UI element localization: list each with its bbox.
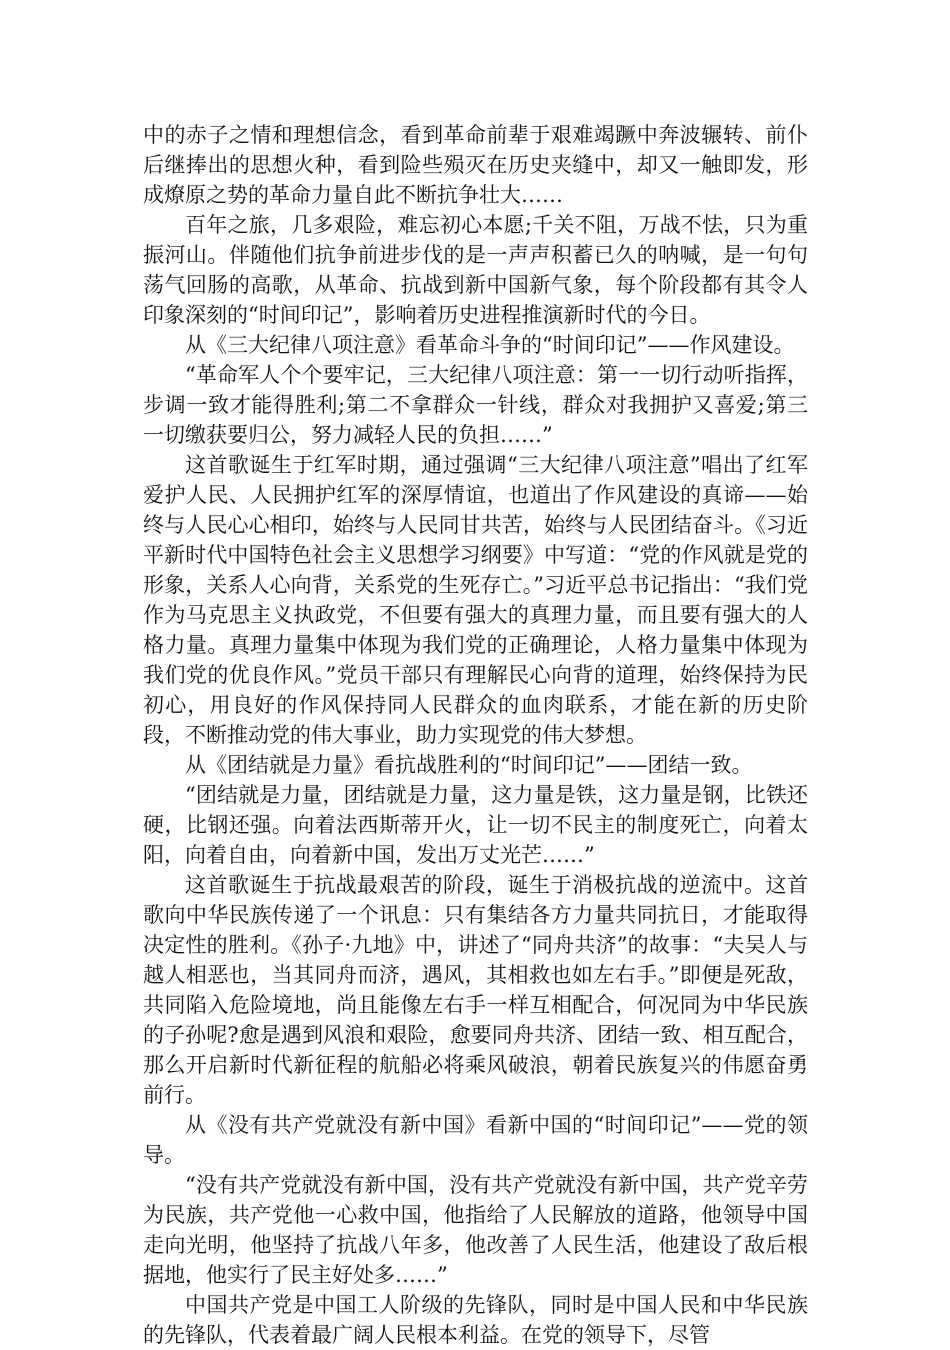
paragraph: 这首歌诞生于红军时期，通过强调“三大纪律八项注意”唱出了红军爱护人民、人民拥护红军的深厚情谊，也道出了作风建设的真谛——始终与人民心心相印，始终与人民同甘共苦，始终与人民团结奋斗。《习近平新时代中国特色社会主义思想学习纲要》中写道：“党的作风就是党的形象，关系人心向背，关系党的生死存亡。”习近平总书记指出：“我们党作为马克思主义执政党，不但要有强大的真理力量，而且要有强大的人格力量。真理力量集中体现为我们党的正确理论，人格力量集中体现为我们党的优良作风。”党员干部只有理解民心向背的道理，始终保持为民初心，用良好的作风保持同人民群众的血肉联系，才能在新的历史阶段，不断推动党的伟大事业，助力实现党的伟大梦想。 <box>143 453 808 747</box>
paragraph-continuation: 中的赤子之情和理想信念，看到革命前辈于艰难竭蹶中奔波辗转、前仆后继捧出的思想火种，看到险些殒灭在历史夹缝中，却又一触即发，形成燎原之势的革命力量自此不断抗争壮大…… <box>143 123 808 207</box>
section-heading: 从《三大纪律八项注意》看革命斗争的“时间印记”——作风建设。 <box>185 333 795 357</box>
paragraph: 中国共产党是中国工人阶级的先锋队，同时是中国人民和中华民族的先锋队，代表着最广阔人民根本利益。在党的领导下，尽管 <box>143 1293 808 1347</box>
document-body <box>143 120 808 1350</box>
paragraph: 这首歌诞生于抗战最艰苦的阶段，诞生于消极抗战的逆流中。这首歌向中华民族传递了一个讯息：只有集结各方力量共同抗日，才能取得决定性的胜利。《孙子·九地》中，讲述了“同舟共济”的故事：“夫吴人与越人相恶也，当其同舟而济，遇风，其相救也如左右手。”即便是死敌，共同陷入危险境地，尚且能像左右手一样互相配合，何况同为中华民族的子孙呢?愈是遇到风浪和艰险，愈要同舟共济、团结一致、相互配合，那么开启新时代新征程的航船必将乘风破浪，朝着民族复兴的伟愿奋勇前行。 <box>143 873 808 1107</box>
song-lyrics-quote: “团结就是力量，团结就是力量，这力量是铁，这力量是钢，比铁还硬，比钢还强。向着法西斯蒂开火，让一切不民主的制度死亡，向着太阳，向着自由，向着新中国，发出万丈光芒……” <box>143 783 808 867</box>
section-heading: 从《没有共产党就没有新中国》看新中国的“时间印记”——党的领导。 <box>143 1113 808 1167</box>
paragraph: 百年之旅，几多艰险，难忘初心本愿;千关不阻，万战不怯，只为重振河山。伴随他们抗争前进步伐的是一声声积蓄已久的呐喊，是一句句荡气回肠的高歌，从革命、抗战到新中国新气象，每个阶段都有其令人印象深刻的“时间印记”，影响着历史进程推演新时代的今日。 <box>143 213 808 327</box>
song-lyrics-quote: “没有共产党就没有新中国，没有共产党就没有新中国，共产党辛劳为民族，共产党他一心救中国，他指给了人民解放的道路，他领导中国走向光明，他坚持了抗战八年多，他改善了人民生活，他建设了敌后根据地，他实行了民主好处多……” <box>143 1173 808 1287</box>
section-heading: 从《团结就是力量》看抗战胜利的“时间印记”——团结一致。 <box>185 753 753 777</box>
song-lyrics-quote: “革命军人个个要牢记，三大纪律八项注意：第一一切行动听指挥，步调一致才能得胜利;第二不拿群众一针线，群众对我拥护又喜爱;第三一切缴获要归公，努力减轻人民的负担……” <box>143 363 808 447</box>
